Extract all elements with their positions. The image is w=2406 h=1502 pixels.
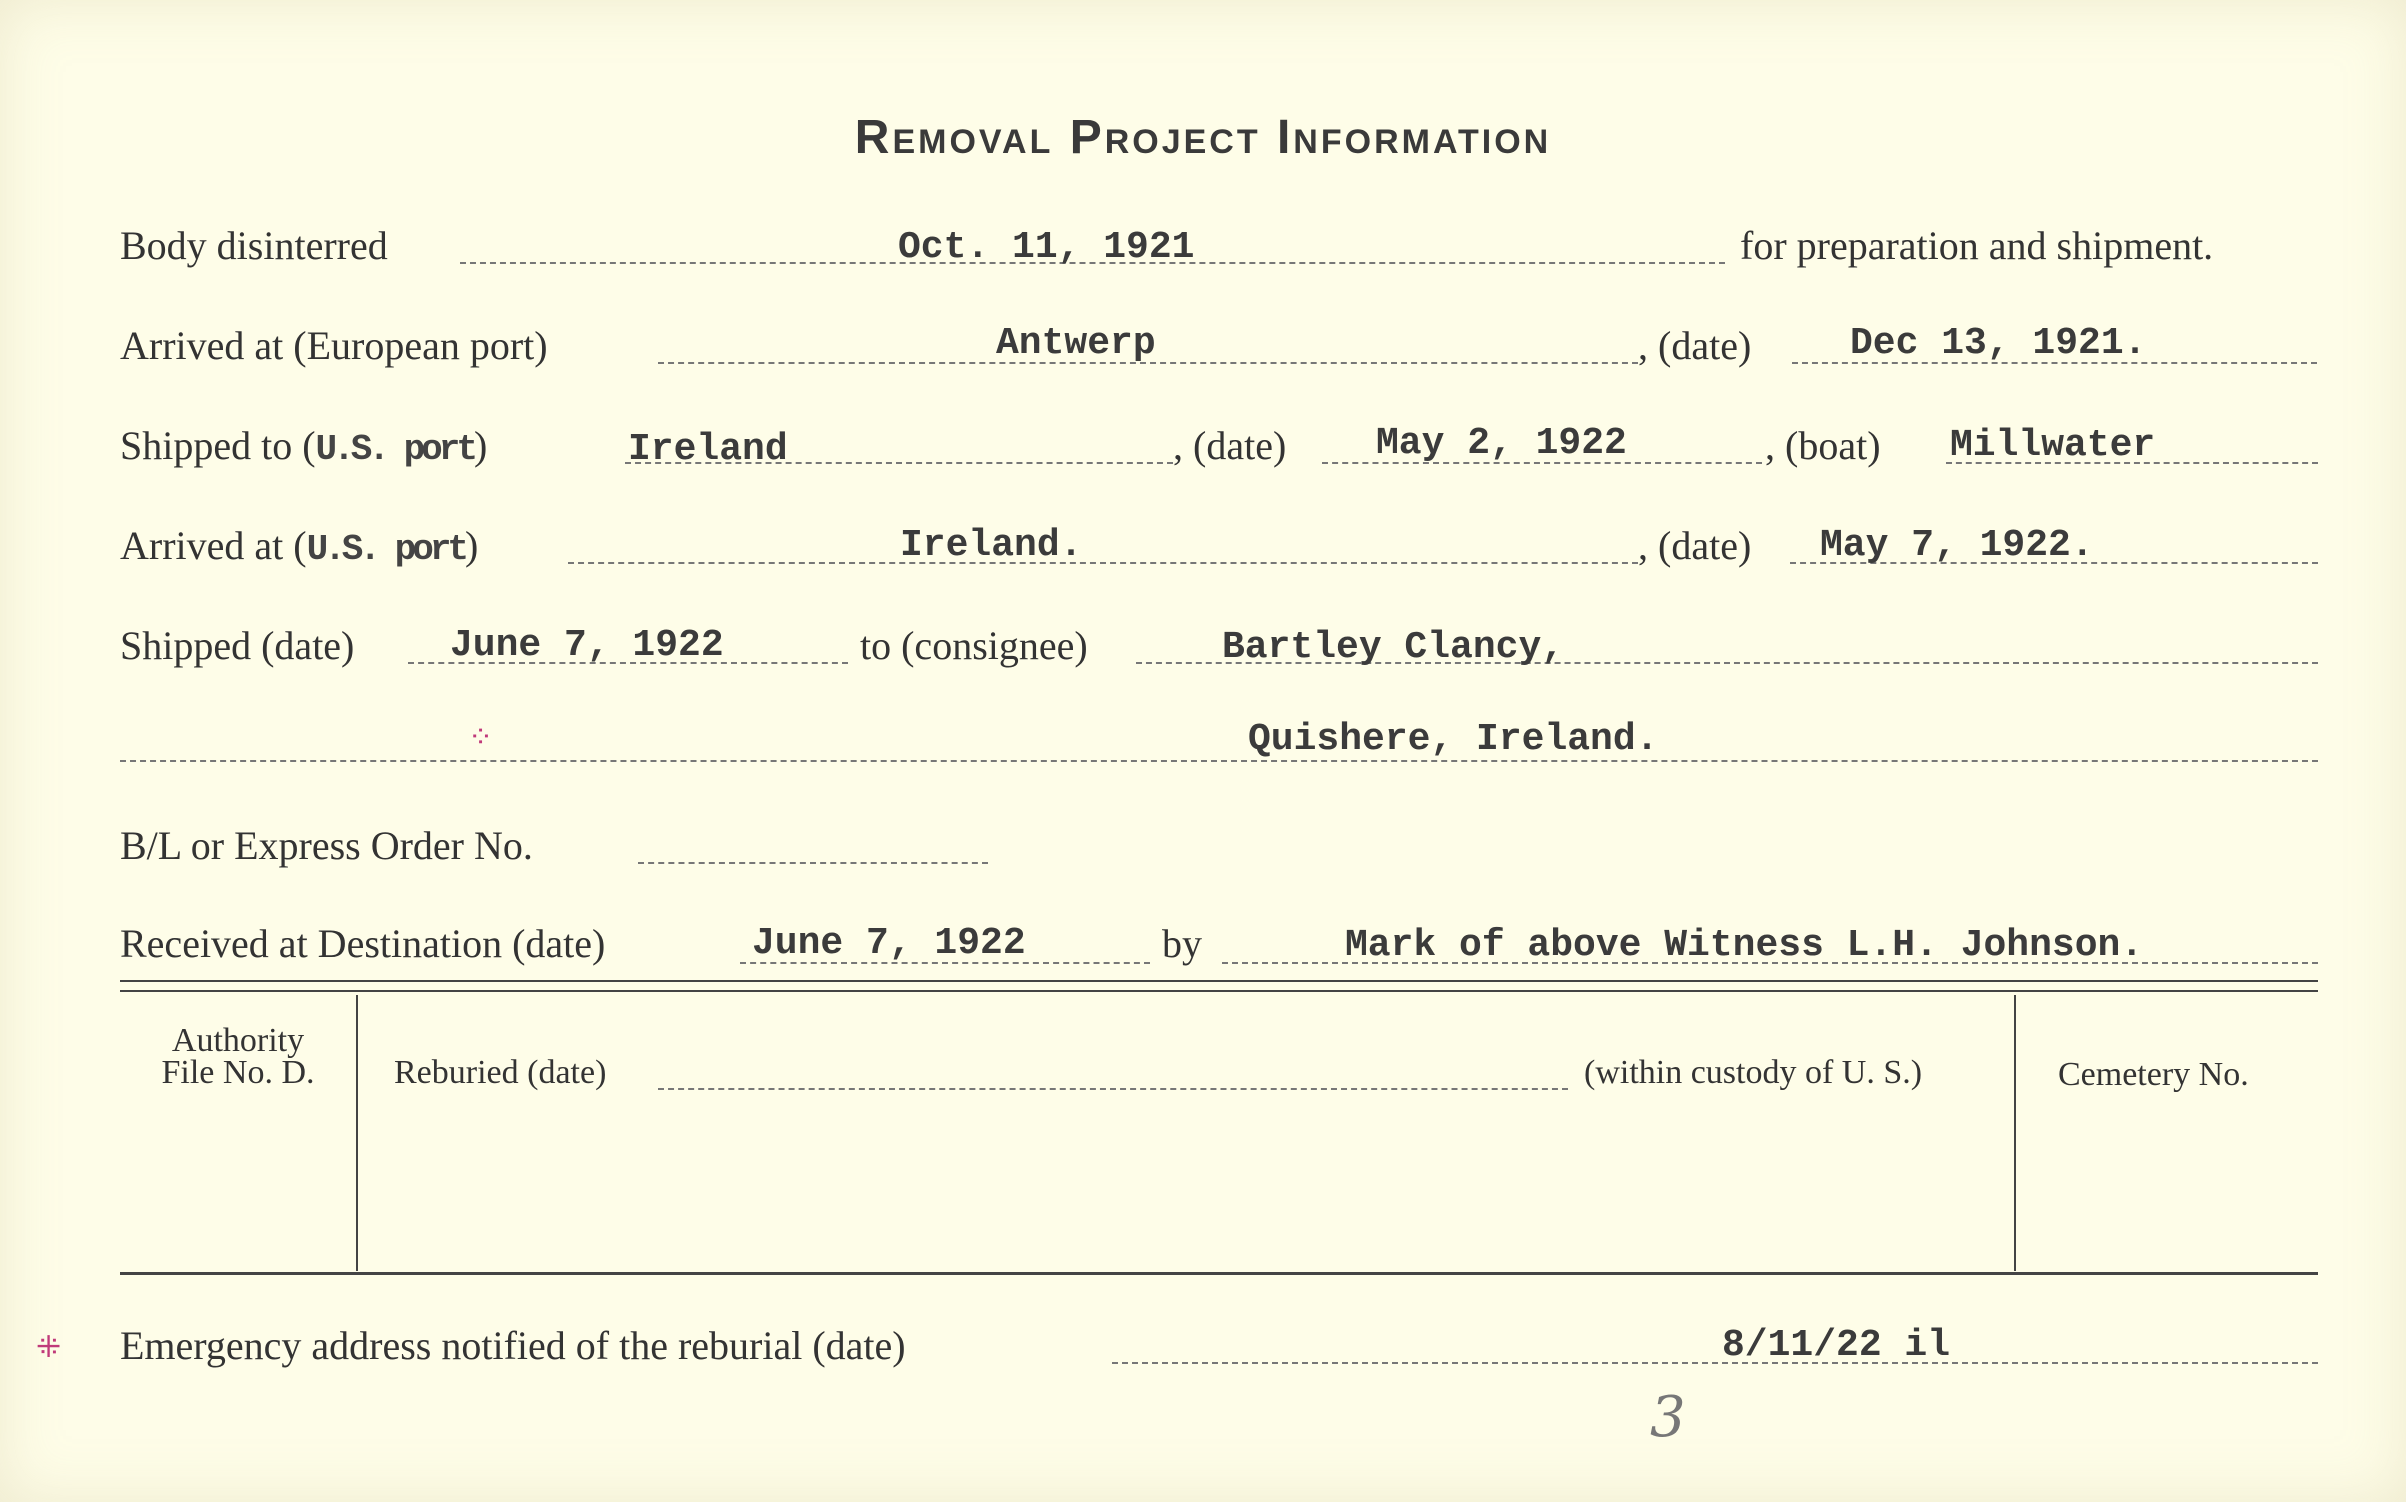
shipped-to-boat-label: , (boat) [1765,423,1881,468]
emergency-line [1112,1362,2318,1364]
shipped-to-date-value: May 2, 1922 [1376,422,1627,465]
body-disinterred-suffix: for preparation and shipment. [1740,223,2214,268]
received-label: Received at Destination (date) [120,921,606,966]
arrived-at-label: Arrived at (U.S. port) [120,523,479,570]
table-divider-right [2014,995,2016,1271]
arrived-at-date-label: , (date) [1638,523,1752,568]
arrived-at-line [568,562,1638,564]
emergency-value: 8/11/22 il [1722,1324,1951,1367]
pink-stamp-mark: ⁘ [468,721,494,754]
shipped-to-boat-value: Millwater [1950,424,2156,467]
table-bottom-rule [120,1272,2318,1275]
arrived-european-date-value: Dec 13, 1921. [1850,322,2147,365]
arrived-european-date-label: , (date) [1638,323,1752,368]
arrived-european-label: Arrived at (European port) [120,323,548,368]
emergency-label: Emergency address notified of the reburial (date) [120,1323,906,1368]
handwritten-number: 3 [1650,1385,1686,1450]
table-top-rule-2 [120,990,2318,992]
address-line [120,760,2318,762]
page-title: Removal Project Information [854,111,1552,164]
shipped-to-value: Ireland [628,428,788,471]
received-date-value: June 7, 1922 [752,922,1026,965]
shipped-to-label: Shipped to (U.S. port) [120,423,488,470]
body-disinterred-value: Oct. 11, 1921 [898,226,1195,269]
shipped-to-crossed-out: U.S. port [315,429,474,470]
received-by-label: by [1162,921,1202,966]
body-disinterred-label: Body disinterred [120,223,388,268]
arrived-at-date-value: May 7, 1922. [1820,524,2094,567]
consignee-label: to (consignee) [860,623,1088,668]
shipped-date-label: Shipped (date) [120,623,355,668]
arrived-at-crossed-out: U.S. port [306,529,466,570]
consignee-address-value: Quishere, Ireland. [1248,718,1659,761]
shipped-date-value: June 7, 1922 [450,624,724,667]
reburied-line [658,1088,1568,1090]
pink-ink-mark: ⁜ [36,1331,62,1364]
shipped-to-date-label: , (date) [1173,423,1287,468]
received-by-value: Mark of above Witness L.H. Johnson. [1345,924,2144,967]
arrived-at-value: Ireland. [900,524,1083,567]
authority-label-1: Authority [171,1022,305,1059]
bl-order-line [638,862,988,864]
custody-label: (within custody of U. S.) [1584,1054,1923,1091]
arrived-european-value: Antwerp [996,322,1156,365]
table-divider-left [356,995,358,1271]
bl-order-label: B/L or Express Order No. [120,823,533,868]
cemetery-label: Cemetery No. [2058,1056,2249,1093]
reburied-label: Reburied (date) [394,1054,607,1091]
table-top-rule [120,980,2318,982]
consignee-value: Bartley Clancy, [1222,626,1565,669]
authority-label-2: File No. D. [161,1054,315,1091]
